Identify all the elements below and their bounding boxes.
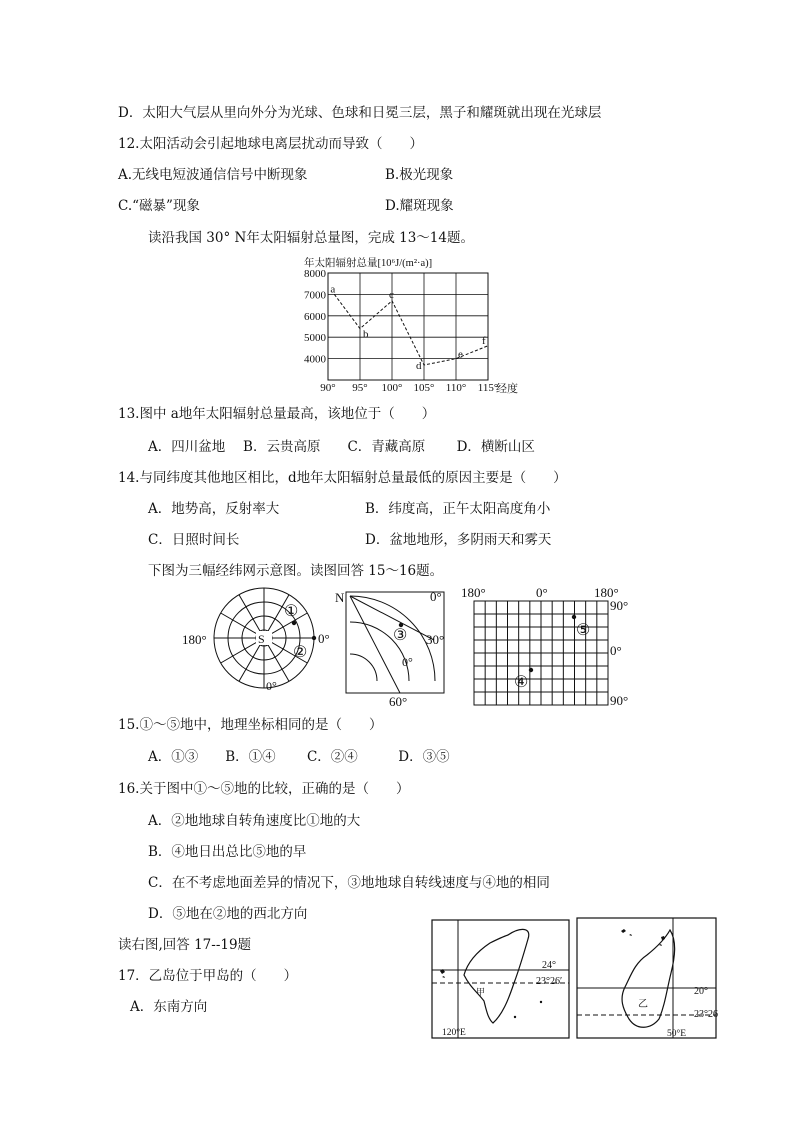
sector-inner-0-label: 0°: [402, 655, 413, 669]
chart-point-label-e: e: [458, 348, 463, 361]
chart-point-label-d: d: [416, 360, 422, 373]
chart-x-tick: 110°: [445, 382, 467, 394]
lat-2326-label-a: 23°26′: [536, 976, 563, 987]
chart-frame: [328, 273, 488, 380]
chart-x-tick: 115°: [477, 382, 499, 394]
polar-grid-map: [180, 586, 340, 696]
q14-stem: 14.与同纬度其他地区相比，d地年太阳辐射总量最低的原因主要是（ ）: [118, 470, 567, 486]
q14-option-d: D．盆地地形，多阴雨天和雾天: [365, 532, 552, 548]
rect-90-bottom-label: 90°: [610, 693, 629, 708]
q16-option-b: B．④地日出总比⑤地的早: [148, 844, 307, 860]
q14-option-b: B．纬度高，正午太阳高度角小: [365, 501, 551, 517]
chart-x-tick: 105°: [413, 382, 435, 394]
q16-stem: 16.关于图中①～⑤地的比较，正确的是（ ）: [118, 781, 410, 797]
sector-grid-map: [334, 588, 458, 708]
rect-90-top-label: 90°: [610, 598, 629, 613]
point-5-label: ⑤: [576, 622, 591, 639]
q12-option-d: D.耀斑现象: [385, 198, 454, 214]
point-4-label: ④: [514, 674, 529, 691]
q12-stem: 12.太阳活动会引起地球电离层扰动而导致（ ）: [118, 136, 423, 152]
intro-13-14: 读沿我国 30° N年太阳辐射总量图，完成 13～14题。: [148, 230, 474, 246]
chart-x-tick: 100°: [381, 382, 403, 394]
island-map-yi: [575, 913, 719, 1041]
chart-y-tick: 7000: [304, 289, 326, 302]
point-4-dot: [529, 668, 533, 672]
yi-label: 乙: [638, 999, 648, 1010]
q13-options: A．四川盆地 B．云贵高原 C．青藏高原 D．横断山区: [148, 439, 535, 455]
intro-17-19: 读右图,回答 17--19题: [118, 937, 252, 953]
radiation-chart: [296, 255, 528, 395]
point-2-label: ②: [293, 644, 308, 661]
lat-2326-label-b: 23°26: [694, 1009, 718, 1020]
q17-option-a: A．东南方向: [130, 999, 208, 1015]
point-3-label: ③: [393, 627, 408, 644]
chart-y-tick: 4000: [304, 353, 326, 366]
q13-stem: 13.图中 a地年太阳辐射总量最高，该地位于（ ）: [118, 406, 436, 422]
rect-0-right-label: 0°: [610, 643, 622, 658]
q15-options: A．①③ B．①④ C．②④ D．③⑤: [148, 749, 450, 765]
q16-option-c: C．在不考虑地面差异的情况下，③地地球自转线速度与④地的相同: [148, 875, 550, 891]
lon-50e-label: 50°E: [667, 1029, 687, 1039]
rect-0-top-label: 0°: [536, 585, 548, 600]
q16-option-a: A．②地地球自转角速度比①地的大: [148, 813, 361, 829]
q12-option-a: A.无线电短波通信信号中断现象: [118, 167, 308, 183]
polar-0-right-label: 0°: [318, 631, 330, 646]
jia-label: 甲: [476, 987, 486, 997]
chart-y-tick: 8000: [304, 268, 326, 280]
lat-20-label: 20°: [694, 986, 708, 997]
chart-x-tick: 90°: [320, 382, 336, 394]
chart-ylabel: 年太阳辐射总量[10⁶J/(m²·a)]: [304, 258, 433, 269]
south-pole-label: S: [258, 632, 265, 646]
chart-x-tick: 95°: [352, 382, 368, 394]
lon-120e-label: 120°E: [442, 1028, 466, 1038]
point-2-dot: [312, 636, 316, 640]
chart-point-label-f: f: [482, 334, 486, 347]
lat-24-label: 24°: [542, 960, 556, 971]
chart-y-tick: 6000: [304, 310, 326, 323]
polar-0-bottom-label: 0°: [266, 679, 277, 693]
chart-point-label-b: b: [363, 328, 369, 341]
chart-point-label-c: c: [389, 288, 394, 301]
chart-grid: [328, 273, 488, 380]
sector-30-label: 30°: [426, 632, 445, 647]
point-5-dot: [572, 615, 576, 619]
q12-option-b: B.极光现象: [385, 167, 454, 183]
point-1-dot: [292, 621, 296, 625]
rect-grid-map: [458, 583, 638, 711]
chart-xlabel: 经度: [496, 383, 518, 395]
rect-180-left-label: 180°: [461, 585, 486, 600]
chart-series-line: [334, 294, 488, 365]
intro-15-16: 下图为三幅经纬网示意图。读图回答 15～16题。: [148, 563, 444, 579]
sector-n-label: N: [335, 590, 345, 605]
point-1-label: ①: [284, 603, 299, 620]
q11-option-d: D．太阳大气层从里向外分为光球、色球和日冕三层，黑子和耀斑就出现在光球层: [118, 105, 602, 121]
sector-0-label: 0°: [430, 589, 442, 604]
q14-option-c: C．日照时间长: [148, 532, 240, 548]
polar-180-label: 180°: [182, 632, 207, 647]
q15-stem: 15.①～⑤地中，地理坐标相同的是（ ）: [118, 717, 383, 733]
q12-option-c: C.“磁暴”现象: [118, 198, 200, 214]
chart-point-label-a: a: [330, 283, 336, 296]
q16-option-d: D．⑤地在②地的西北方向: [148, 906, 308, 922]
chart-y-tick: 5000: [304, 332, 326, 345]
sector-60-label: 60°: [389, 694, 408, 708]
rect-180-right-label: 180°: [594, 585, 619, 600]
q17-stem: 17．乙岛位于甲岛的（ ）: [118, 968, 298, 984]
q14-option-a: A．地势高，反射率大: [148, 501, 280, 517]
island-map-jia: [430, 913, 572, 1041]
